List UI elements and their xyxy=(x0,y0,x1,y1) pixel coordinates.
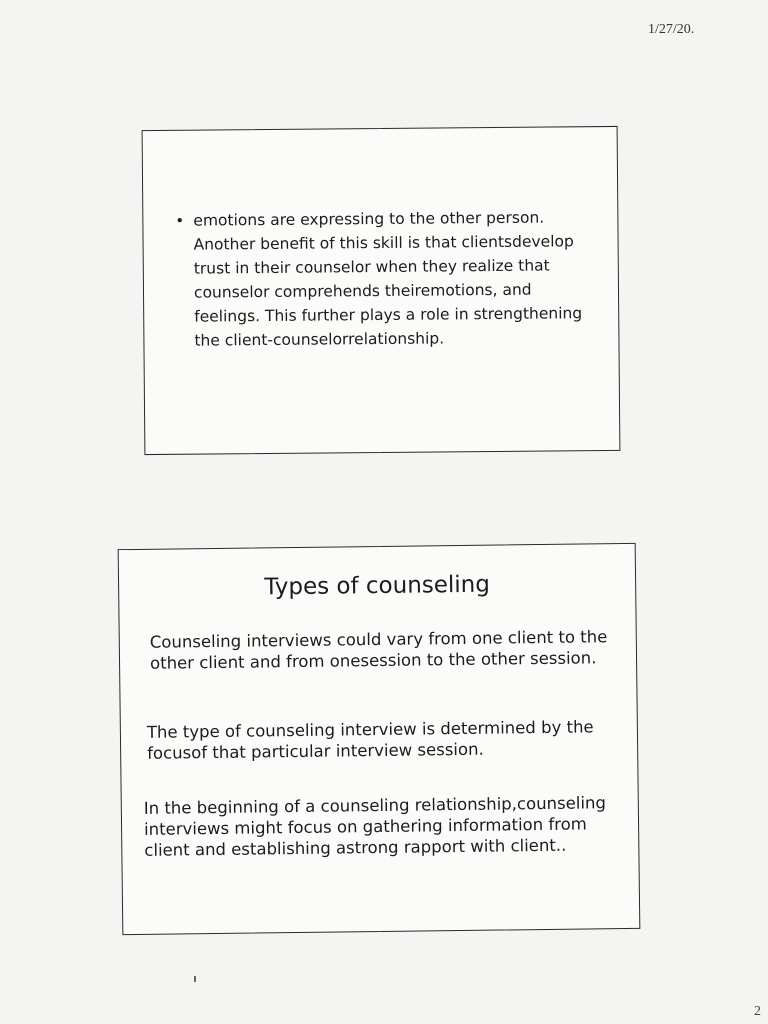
slide-emotions xyxy=(142,126,621,455)
page-date: 1/27/20. xyxy=(648,22,695,37)
bullet-item xyxy=(173,205,594,353)
paragraph-interview-type: The type of counseling interview is determined by the focusof that particular interview session. xyxy=(146,717,594,763)
page-number: 2 xyxy=(754,1004,761,1019)
paragraph-interviews-vary: Counseling interviews could vary from one client to the other client and from onesession to the other session. xyxy=(149,627,608,673)
paragraph-beginning-relationship: In the beginning of a counseling relationship,counseling interviews might focus on gathering information from client and establishing astrong rapport with client.. xyxy=(143,793,607,860)
slide-title: Types of counseling xyxy=(264,571,491,601)
slide-types-of-counseling xyxy=(118,543,641,935)
bullet-list xyxy=(173,205,594,353)
bullet-dot-icon: • xyxy=(175,211,185,230)
bullet-text: emotions are expressing to the other person. Another benefit of this skill is that clientsdevelop trust in their counselor when they realize that counselor comprehends theiremotions, and feelings. This further plays a role in strengthening the client-counselorrelationship. xyxy=(193,208,583,350)
scan-speck xyxy=(194,976,196,982)
